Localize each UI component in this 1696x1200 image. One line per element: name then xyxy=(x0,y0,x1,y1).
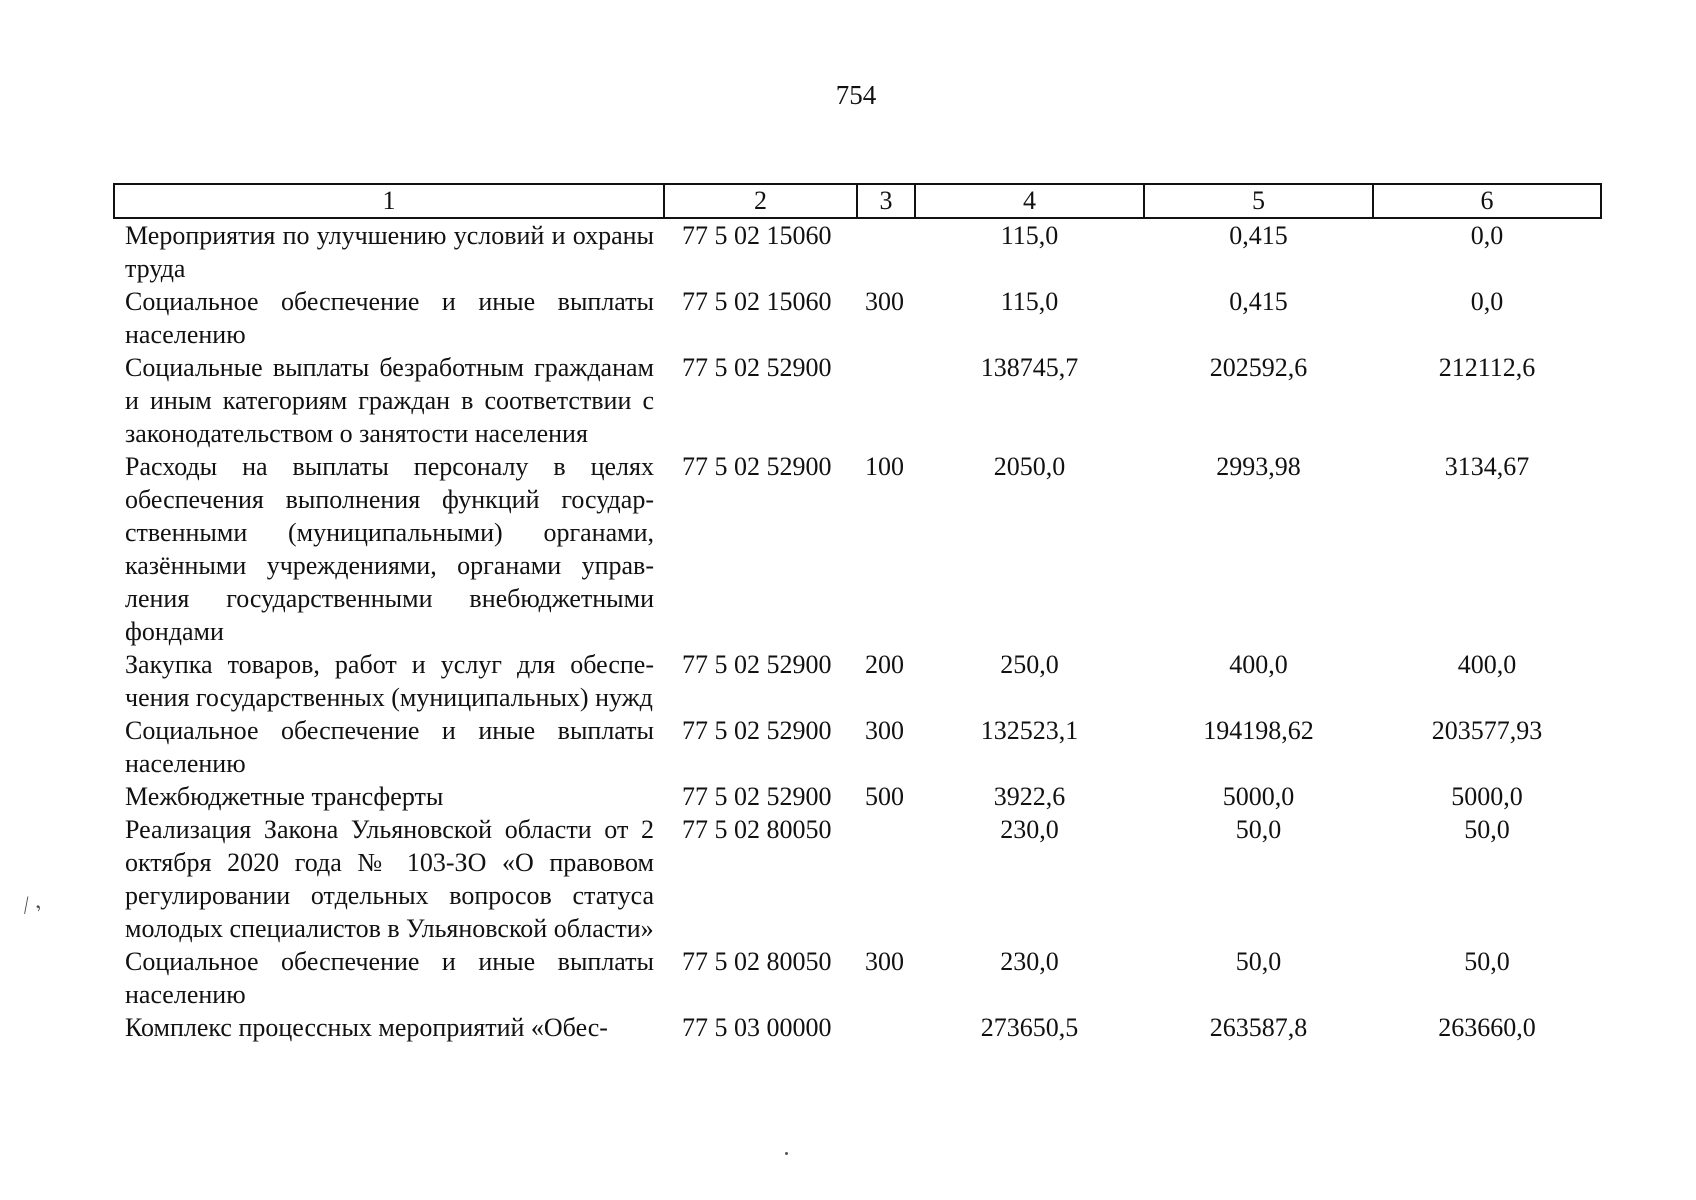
row-name: Реализация Закона Ульяновской области от 2 октября 2020 года № 103-ЗО «О правовом регулировании отдельных вопросов статуса молодых специалистов в Ульяновской области» xyxy=(125,815,654,943)
row-code: 77 5 02 15060 xyxy=(682,287,832,316)
budget-table xyxy=(113,183,1602,1044)
table-row xyxy=(114,285,1601,351)
row-name: Закупка товаров, работ и услуг для обеспечения государственных (муниципальных) нужд xyxy=(125,650,654,712)
row-value-5: 202592,6 xyxy=(1209,353,1308,382)
row-expense-type: 200 xyxy=(865,650,904,679)
row-expense-type: 100 xyxy=(865,452,904,481)
table-row xyxy=(114,648,1601,714)
row-code: 77 5 02 15060 xyxy=(682,221,832,250)
row-code: 77 5 02 80050 xyxy=(682,815,832,844)
page-number: 754 xyxy=(835,80,877,110)
header-cell-3: 3 xyxy=(857,184,915,218)
row-value-4: 138745,7 xyxy=(980,353,1079,382)
row-value-5: 50,0 xyxy=(1235,947,1282,976)
row-value-6: 3134,67 xyxy=(1444,452,1530,481)
row-value-4: 230,0 xyxy=(1000,815,1059,844)
row-expense-type xyxy=(857,813,915,945)
row-value-5: 0,415 xyxy=(1229,221,1288,250)
header-cell-5: 5 xyxy=(1144,184,1373,218)
row-expense-type xyxy=(857,351,915,450)
row-code: 77 5 02 80050 xyxy=(682,947,832,976)
row-value-4: 115,0 xyxy=(1000,221,1059,250)
header-cell-6: 6 xyxy=(1373,184,1601,218)
row-name: Расходы на выплаты персоналу в целях обеспечения выполнения функций государственными (муниципальными) органами, казёнными учреждениями, органами управления государственными внебюджетными фондами xyxy=(125,452,654,646)
row-value-4: 132523,1 xyxy=(980,716,1079,745)
table-row xyxy=(114,1011,1601,1044)
row-value-5: 194198,62 xyxy=(1203,716,1314,745)
row-value-6: 0,0 xyxy=(1470,287,1504,316)
row-code: 77 5 02 52900 xyxy=(682,716,832,745)
row-name: Межбюджетные трансферты xyxy=(125,782,444,811)
row-name: Социальные выплаты безработным гражданам и иным категориям граждан в соответствии с законодательством о занятости населения xyxy=(125,353,654,448)
row-code: 77 5 02 52900 xyxy=(682,782,832,811)
row-expense-type: 500 xyxy=(865,782,904,811)
row-value-4: 250,0 xyxy=(1000,650,1059,679)
table-row xyxy=(114,780,1601,813)
row-expense-type xyxy=(857,218,915,285)
row-code: 77 5 02 52900 xyxy=(682,452,832,481)
scan-artifact-mark: ⁄ , xyxy=(19,888,44,917)
row-value-6: 212112,6 xyxy=(1438,353,1536,382)
row-code: 77 5 02 52900 xyxy=(682,650,832,679)
table-row xyxy=(114,351,1601,450)
row-value-6: 203577,93 xyxy=(1431,716,1543,745)
row-value-5: 0,415 xyxy=(1229,287,1288,316)
row-expense-type: 300 xyxy=(865,716,904,745)
header-row xyxy=(114,184,1601,218)
row-code: 77 5 03 00000 xyxy=(682,1013,832,1042)
row-value-5: 5000,0 xyxy=(1222,782,1295,811)
row-value-4: 115,0 xyxy=(1000,287,1059,316)
header-cell-2: 2 xyxy=(664,184,857,218)
row-value-5: 50,0 xyxy=(1235,815,1282,844)
row-value-6: 263660,0 xyxy=(1438,1013,1536,1042)
row-code: 77 5 02 52900 xyxy=(682,353,832,382)
row-name: Социальное обеспечение и иные выплаты населению xyxy=(125,716,654,778)
row-name: Социальное обеспечение и иные выплаты населению xyxy=(125,947,654,1009)
row-expense-type: 300 xyxy=(865,287,904,316)
row-value-6: 0,0 xyxy=(1470,221,1504,250)
row-value-5: 263587,8 xyxy=(1209,1013,1308,1042)
header-cell-1: 1 xyxy=(114,184,664,218)
table-row xyxy=(114,714,1601,780)
row-value-6: 50,0 xyxy=(1464,947,1510,976)
row-expense-type: 300 xyxy=(865,947,904,976)
scan-artifact-dot xyxy=(785,1152,788,1155)
row-value-4: 3922,6 xyxy=(993,782,1066,811)
table-row xyxy=(114,450,1601,648)
header-cell-4: 4 xyxy=(915,184,1144,218)
table-row xyxy=(114,945,1601,1011)
row-value-6: 400,0 xyxy=(1457,650,1517,679)
row-value-4: 230,0 xyxy=(1000,947,1059,976)
row-value-4: 273650,5 xyxy=(980,1013,1079,1042)
row-name: Комплекс процессных мероприятий «Обес- xyxy=(125,1013,608,1042)
table-row xyxy=(114,218,1601,285)
row-name: Мероприятия по улучшению условий и охраны труда xyxy=(125,221,654,283)
row-expense-type xyxy=(857,1011,915,1044)
table-row xyxy=(114,813,1601,945)
row-value-5: 2993,98 xyxy=(1216,452,1301,481)
row-name: Социальное обеспечение и иные выплаты населению xyxy=(125,287,654,349)
row-value-6: 5000,0 xyxy=(1451,782,1523,811)
row-value-5: 400,0 xyxy=(1229,650,1288,679)
row-value-6: 50,0 xyxy=(1464,815,1510,844)
row-value-4: 2050,0 xyxy=(993,452,1066,481)
